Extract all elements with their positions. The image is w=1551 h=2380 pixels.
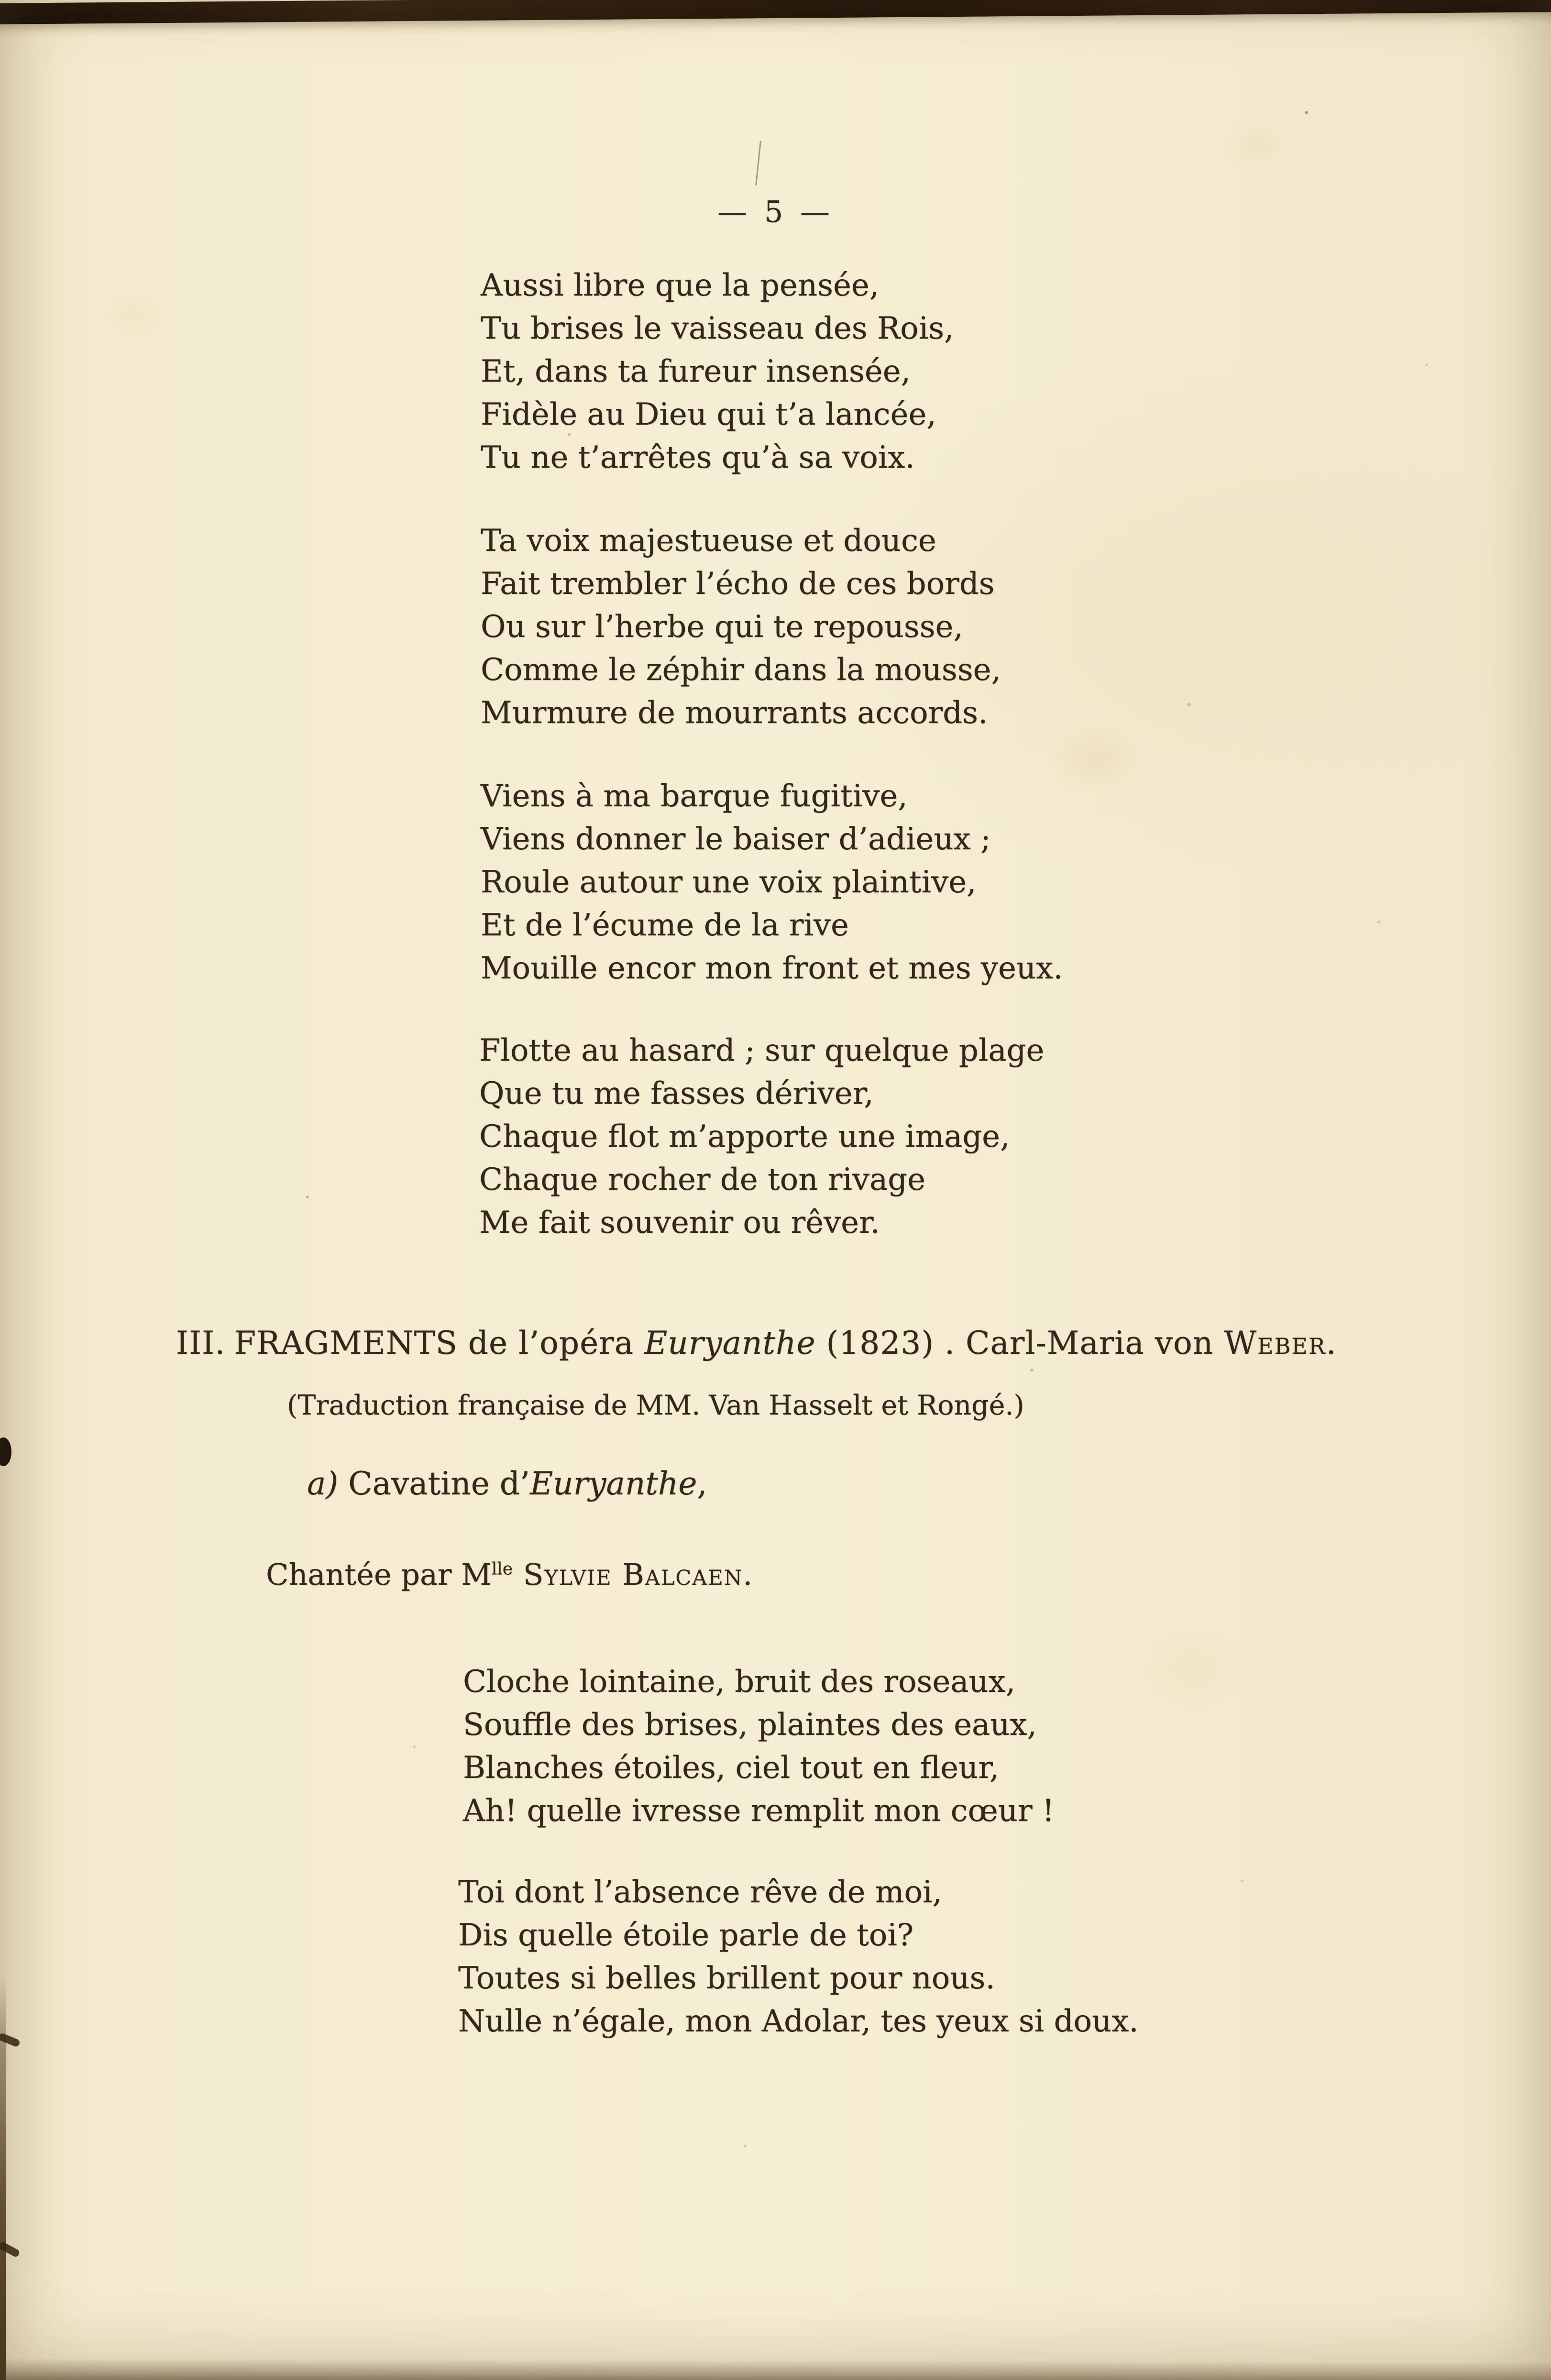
singer-text: Chantée par M <box>266 1557 492 1592</box>
stanza-5 <box>463 1660 1055 1832</box>
poem-line: Ah! quelle ivresse remplit mon cœur ! <box>463 1793 1055 1829</box>
poem-line: Chaque rocher de ton rivage <box>479 1162 925 1197</box>
poem-line: Comme le zéphir dans la mousse, <box>481 652 1001 688</box>
paper-speck <box>1187 703 1191 706</box>
paper-speck <box>744 2145 747 2148</box>
item-label: a) <box>307 1465 339 1502</box>
poem-line: Me fait souvenir ou rêver. <box>479 1205 880 1240</box>
poem-line: Fait trembler l’écho de ces bords <box>481 566 995 602</box>
stanza-2 <box>481 519 1001 735</box>
paper-speck <box>1425 363 1428 366</box>
opera-title: Euryanthe <box>529 1465 697 1502</box>
poem-line: Ta voix majestueuse et douce <box>481 523 936 559</box>
poem-line: Et, dans ta fureur insensée, <box>481 354 911 389</box>
section-title-text: FRAGMENTS de l’opéra <box>234 1325 645 1361</box>
ink-blot <box>0 1437 11 1466</box>
cavatine-line <box>307 1465 707 1502</box>
poem-line: Aussi libre que la pensée, <box>481 268 880 303</box>
paper-speck <box>1030 1369 1034 1372</box>
poem-line: Murmure de mourrants accords. <box>481 695 988 731</box>
poem-line: Et de l’écume de la rive <box>481 908 849 943</box>
stanza-4 <box>479 1029 1044 1244</box>
paper-speck <box>1241 1879 1243 1882</box>
poem-line: Viens à ma barque fugitive, <box>481 779 908 814</box>
translation-note: (Traduction française de MM. Van Hasselt et Rongé.) <box>287 1390 1024 1421</box>
poem-line: Fidèle au Dieu qui t’a lancée, <box>481 397 936 432</box>
poem-line: Nulle n’égale, mon Adolar, tes yeux si doux. <box>458 2004 1139 2039</box>
paper-stain <box>1210 110 1306 182</box>
poem-line: Cloche lointaine, bruit des roseaux, <box>463 1664 1016 1700</box>
poem-line: Flotte au hasard ; sur quelque plage <box>479 1033 1045 1068</box>
paper-stain <box>1114 1607 1267 1731</box>
stanza-6 <box>458 1871 1139 2043</box>
poem-line: Ou sur l’herbe qui te repousse, <box>481 609 963 645</box>
section-heading <box>176 1325 1337 1361</box>
poem-line: Toi dont l’absence rêve de moi, <box>458 1875 942 1910</box>
scan-edge-top <box>0 0 1551 24</box>
poem-line: Mouille encor mon front et mes yeux. <box>481 951 1063 986</box>
poem-line: Que tu me fasses dériver, <box>479 1076 874 1111</box>
poem-line: Chaque flot m’apporte une image, <box>479 1119 1010 1154</box>
page-number: — 5 — <box>717 194 834 229</box>
poem-line: Dis quelle étoile parle de toi? <box>458 1918 914 1953</box>
section-numeral: III. <box>176 1325 226 1361</box>
paper-speck <box>413 1745 416 1748</box>
composer-name: Weber. <box>1224 1325 1337 1361</box>
singer-line <box>266 1557 753 1592</box>
scan-edge-bottom <box>0 2358 1551 2380</box>
stanza-3 <box>481 775 1063 990</box>
paper-speck <box>306 1195 309 1198</box>
paper-stain <box>86 277 182 354</box>
singer-name: Sylvie Balcaen. <box>513 1557 754 1592</box>
poem-line: Tu brises le vaisseau des Rois, <box>481 311 954 346</box>
stanza-1 <box>481 264 954 479</box>
poem-line: Tu ne t’arrêtes qu’à sa voix. <box>481 440 915 475</box>
poem-line: Blanches étoiles, ciel tout en fleur, <box>463 1750 1000 1786</box>
poem-line: Toutes si belles brillent pour nous. <box>458 1961 995 1996</box>
opera-title: Euryanthe <box>644 1325 816 1361</box>
poem-line: Viens donner le baiser d’adieux ; <box>481 822 991 857</box>
paper-speck <box>1305 111 1308 114</box>
poem-line: Souffle des brises, plaintes des eaux, <box>463 1707 1037 1743</box>
mademoiselle-superscript: lle <box>491 1559 513 1579</box>
section-title-year-author: (1823) . Carl-Maria von <box>815 1325 1224 1361</box>
cavatine-comma: , <box>697 1465 707 1502</box>
poem-line: Roule autour une voix plaintive, <box>481 865 977 900</box>
paper-speck <box>1377 921 1380 923</box>
cavatine-text: Cavatine d’ <box>338 1465 530 1502</box>
paper-scratch <box>755 141 761 186</box>
